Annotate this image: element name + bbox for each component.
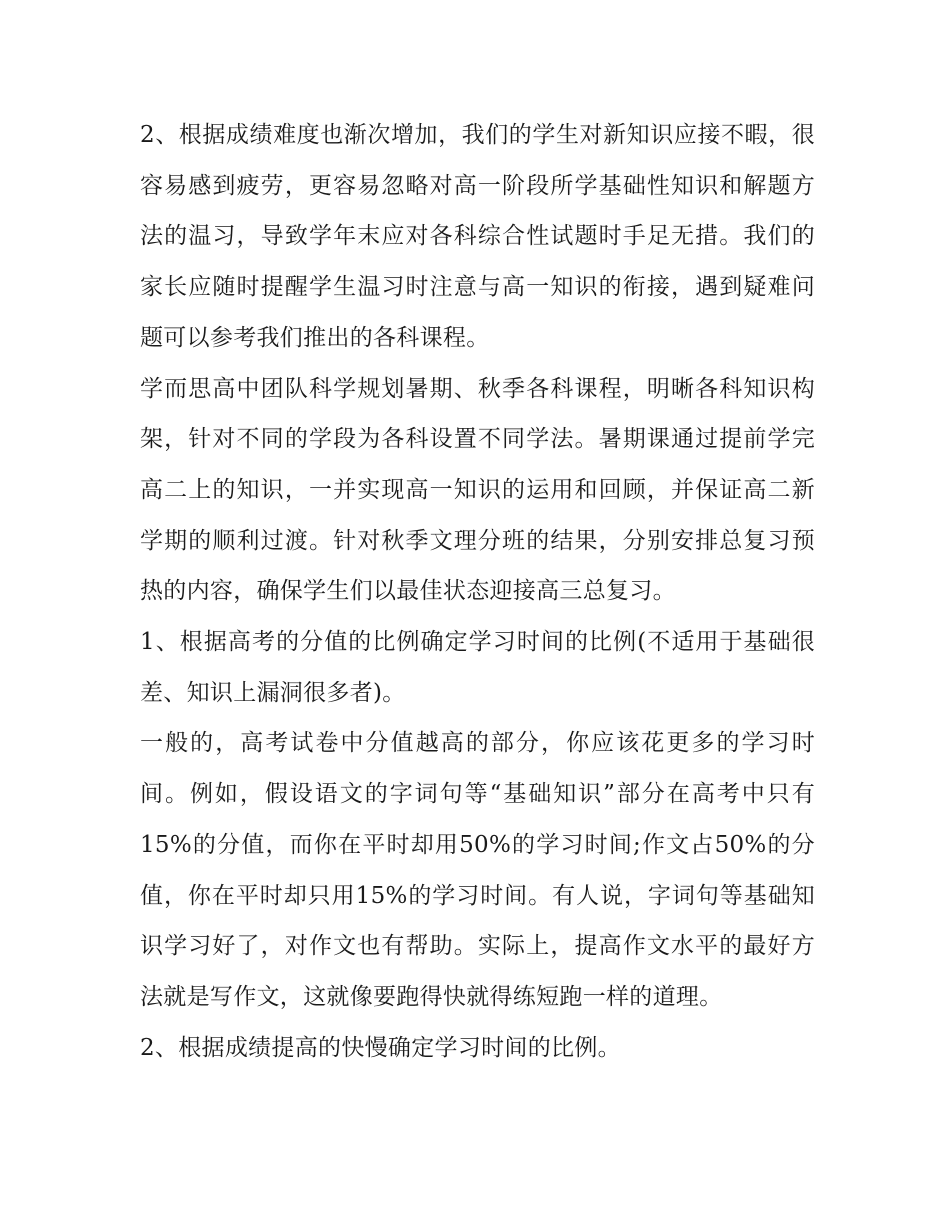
paragraph-score-ratio-example: 一般的，高考试卷中分值越高的部分，你应该花更多的学习时间。例如，假设语文的字词句等“基础知识”部分在高考中只有15%的分值，而你在平时却用50%的学习时间;作文占50%的分值，你在平时却只用15%的学习时间。有人说，字词句等基础知识学习好了，对作文也有帮助。实际上，提高作文水平的最好方法就是写作文，这就像要跑得快就得练短跑一样的道理。 (140, 730, 815, 1010)
paragraph-grade-difficulty: 2、根据成绩难度也渐次增加，我们的学生对新知识应接不暇，很容易感到疲劳，更容易忽略对高一阶段所学基础性知识和解题方法的温习，导致学年末应对各科综合性试题时手足无措。我们的家长应随时提醒学生温习时注意与高一知识的衔接，遇到疑难问题可以参考我们推出的各科课程。 (140, 122, 815, 351)
paragraph-course-planning: 学而思高中团队科学规划暑期、秋季各科课程，明晰各科知识构架，针对不同的学段为各科设置不同学法。暑期课通过提前学完高二上的知识，一并实现高一知识的运用和回顾，并保证高二新学期的顺利过渡。针对秋季文理分班的结果，分别安排总复习预热的内容，确保学生们以最佳状态迎接高三总复习。 (140, 375, 815, 605)
paragraph-improvement-speed-heading: 2、根据成绩提高的快慢确定学习时间的比例。 (140, 1034, 621, 1061)
document-body (140, 110, 815, 1073)
paragraph-score-ratio-heading: 1、根据高考的分值的比例确定学习时间的比例(不适用于基础很差、知识上漏洞很多者)。 (140, 629, 815, 706)
